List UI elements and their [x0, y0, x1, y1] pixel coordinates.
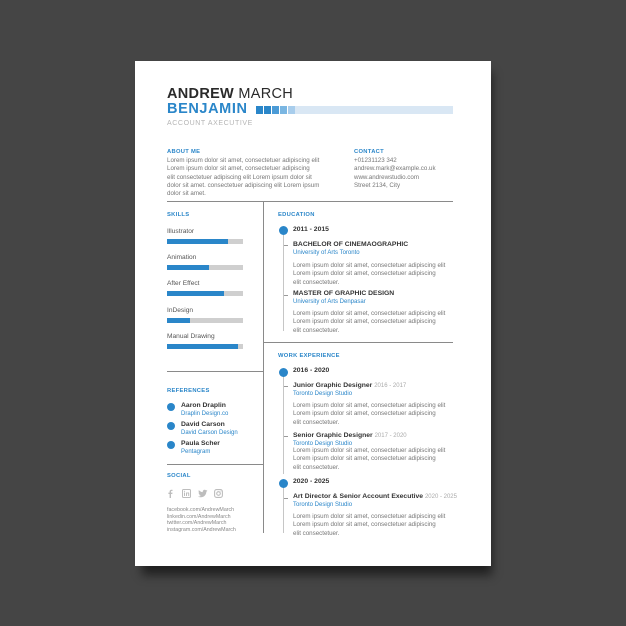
education-period: 2011 - 2015 [293, 226, 329, 233]
job-title-text: Senior Graphic Designer [293, 432, 373, 439]
work-period: 2020 - 2025 [293, 478, 330, 485]
reference-name: Paula Scher [181, 440, 220, 447]
social-icons [166, 489, 223, 498]
reference-company: Pentagram [181, 449, 211, 455]
contact-website: www.andrewstudio.com [354, 173, 419, 181]
timeline-tick [284, 436, 288, 437]
job-description [293, 402, 458, 427]
description-line: Lorem ipsum dolor sit amet, consectetuer adipiscing [293, 270, 436, 278]
divider-right [263, 342, 453, 343]
reference-bullet [167, 422, 175, 430]
skill-bar-fill [167, 291, 224, 296]
contact-phone: +01231123 342 [354, 157, 397, 164]
facebook-icon[interactable] [166, 489, 175, 498]
education-timeline [283, 235, 284, 331]
skill-bar-fill [167, 239, 228, 244]
education-description [293, 262, 458, 287]
description-line: Lorem ipsum dolor sit amet, consectetuer adipiscing elit [293, 262, 446, 269]
work-timeline-2 [283, 487, 284, 533]
skills-title: SKILLS [167, 212, 190, 218]
social-link-facebook[interactable]: facebook.com/AndrewMarch [167, 507, 235, 513]
resume-page [135, 61, 491, 566]
linkedin-icon[interactable] [182, 489, 191, 498]
timeline-tick [284, 386, 288, 387]
about-title: ABOUT ME [167, 149, 201, 155]
timeline-tick [284, 245, 288, 246]
job-title [293, 493, 457, 500]
skill-bar [167, 344, 243, 349]
skill-bar-fill [167, 344, 238, 349]
description-line: Lorem ipsum dolor sit amet, consectetuer adipiscing [293, 455, 436, 463]
work-title: WORK EXPERIENCE [278, 353, 340, 359]
timeline-tick [284, 498, 288, 499]
first-name: ANDREW [167, 86, 235, 102]
timeline-dot [279, 479, 288, 488]
job-title-text: Art Director & Senior Account Executive [293, 493, 424, 500]
skill-bar-fill [167, 265, 209, 270]
skill-bar [167, 318, 243, 323]
job-years: 2017 - 2020 [374, 433, 407, 439]
about-text [167, 157, 337, 198]
divider-top [167, 201, 453, 202]
job-years: 2016 - 2017 [374, 383, 407, 389]
skill-label: InDesign [167, 307, 194, 314]
description-line: Lorem ipsum dolor sit amet, consectetuer adipiscing [293, 521, 436, 529]
about-line: elit consectetuer adipiscing elit Lorem ipsum dolor sit [167, 173, 312, 181]
social-title: SOCIAL [167, 473, 191, 479]
about-line: Lorem ipsum dolor sit amet, consectetuer adipiscing elit [167, 157, 320, 164]
skill-label: Manual Drawing [167, 333, 215, 340]
social-link-twitter[interactable]: twitter.com/AndrewMarch [167, 520, 227, 527]
skill-bar [167, 265, 243, 270]
job-description [293, 447, 458, 472]
social-links [167, 507, 236, 533]
divider-left-2 [167, 464, 263, 465]
contact-list [354, 157, 436, 190]
header-accent-bar [295, 106, 453, 114]
instagram-icon[interactable] [214, 489, 223, 498]
job-company: Toronto Design Studio [293, 441, 353, 447]
education-degree: BACHELOR OF CINEMAOGRAPHIC [293, 241, 409, 248]
references-title: REFERENCES [167, 388, 210, 394]
reference-bullet [167, 441, 175, 449]
job-company: Toronto Design Studio [293, 391, 353, 397]
contact-address: Street 2134, City [354, 181, 401, 189]
middle-name: BENJAMIN [167, 101, 248, 117]
description-line: elit consectetuer. [293, 529, 340, 537]
about-line: dolor sit amet. consectetuer adipiscing elit Lorem ipsum [167, 181, 320, 189]
name-first-last [167, 86, 293, 102]
skill-bar [167, 291, 243, 296]
job-title [293, 432, 407, 439]
education-school: University of Arts Toronto [293, 250, 360, 256]
job-title [293, 382, 406, 389]
description-line: Lorem ipsum dolor sit amet, consectetuer adipiscing elit [293, 447, 446, 454]
skill-label: Illustrator [167, 228, 195, 235]
contact-title: CONTACT [354, 149, 385, 155]
divider-vertical [263, 201, 264, 533]
description-line: elit consectetuer. [293, 463, 340, 471]
reference-company: Draplin Design.co [181, 411, 229, 417]
reference-bullet [167, 403, 175, 411]
divider-left-1 [167, 371, 263, 372]
education-description [293, 310, 458, 335]
work-timeline [283, 376, 284, 474]
skill-bar [167, 239, 243, 244]
social-link-instagram[interactable]: instagram.com/AndrewMarch [167, 526, 236, 533]
skill-label: Animation [167, 254, 197, 261]
contact-email: andrew.mark@example.co.uk [354, 165, 436, 173]
timeline-dot [279, 368, 288, 377]
job-title-text: Junior Graphic Designer [293, 382, 373, 389]
skill-bar-fill [167, 318, 190, 323]
about-line: Lorem ipsum dolor sit amet, consectetuer adipiscing [167, 165, 310, 173]
education-title: EDUCATION [278, 212, 315, 218]
timeline-tick [284, 295, 288, 296]
last-name: MARCH [238, 86, 294, 102]
reference-company: David Carson Design [181, 430, 238, 436]
social-link-linkedin[interactable]: linkedin.com/AndrewMarch [167, 513, 231, 520]
job-years: 2020 - 2025 [424, 494, 457, 500]
description-line: Lorem ipsum dolor sit amet, consectetuer adipiscing [293, 410, 436, 418]
about-line: dolor sit amet. [167, 190, 206, 198]
description-line: elit consectetuer. [293, 326, 340, 334]
education-degree: MASTER OF GRAPHIC DESIGN [293, 290, 395, 297]
description-line: Lorem ipsum dolor sit amet, consectetuer adipiscing elit [293, 310, 446, 317]
description-line: Lorem ipsum dolor sit amet, consectetuer adipiscing elit [293, 402, 446, 409]
description-line: Lorem ipsum dolor sit amet, consectetuer adipiscing [293, 318, 436, 326]
job-company: Toronto Design Studio [293, 502, 353, 508]
job-description [293, 513, 458, 538]
skill-label: After Effect [167, 280, 200, 287]
education-school: University of Arts Denpasar [293, 299, 366, 305]
reference-name: David Carson [181, 421, 225, 428]
description-line: Lorem ipsum dolor sit amet, consectetuer adipiscing elit [293, 513, 446, 520]
job-role: ACCOUNT AXECUTIVE [167, 120, 253, 127]
description-line: elit consectetuer. [293, 278, 340, 286]
twitter-icon[interactable] [198, 489, 207, 498]
work-period: 2016 - 2020 [293, 367, 330, 374]
description-line: elit consectetuer. [293, 418, 340, 426]
reference-name: Aaron Draplin [181, 402, 226, 409]
timeline-dot [279, 226, 288, 235]
header-accent-blocks [256, 106, 295, 114]
